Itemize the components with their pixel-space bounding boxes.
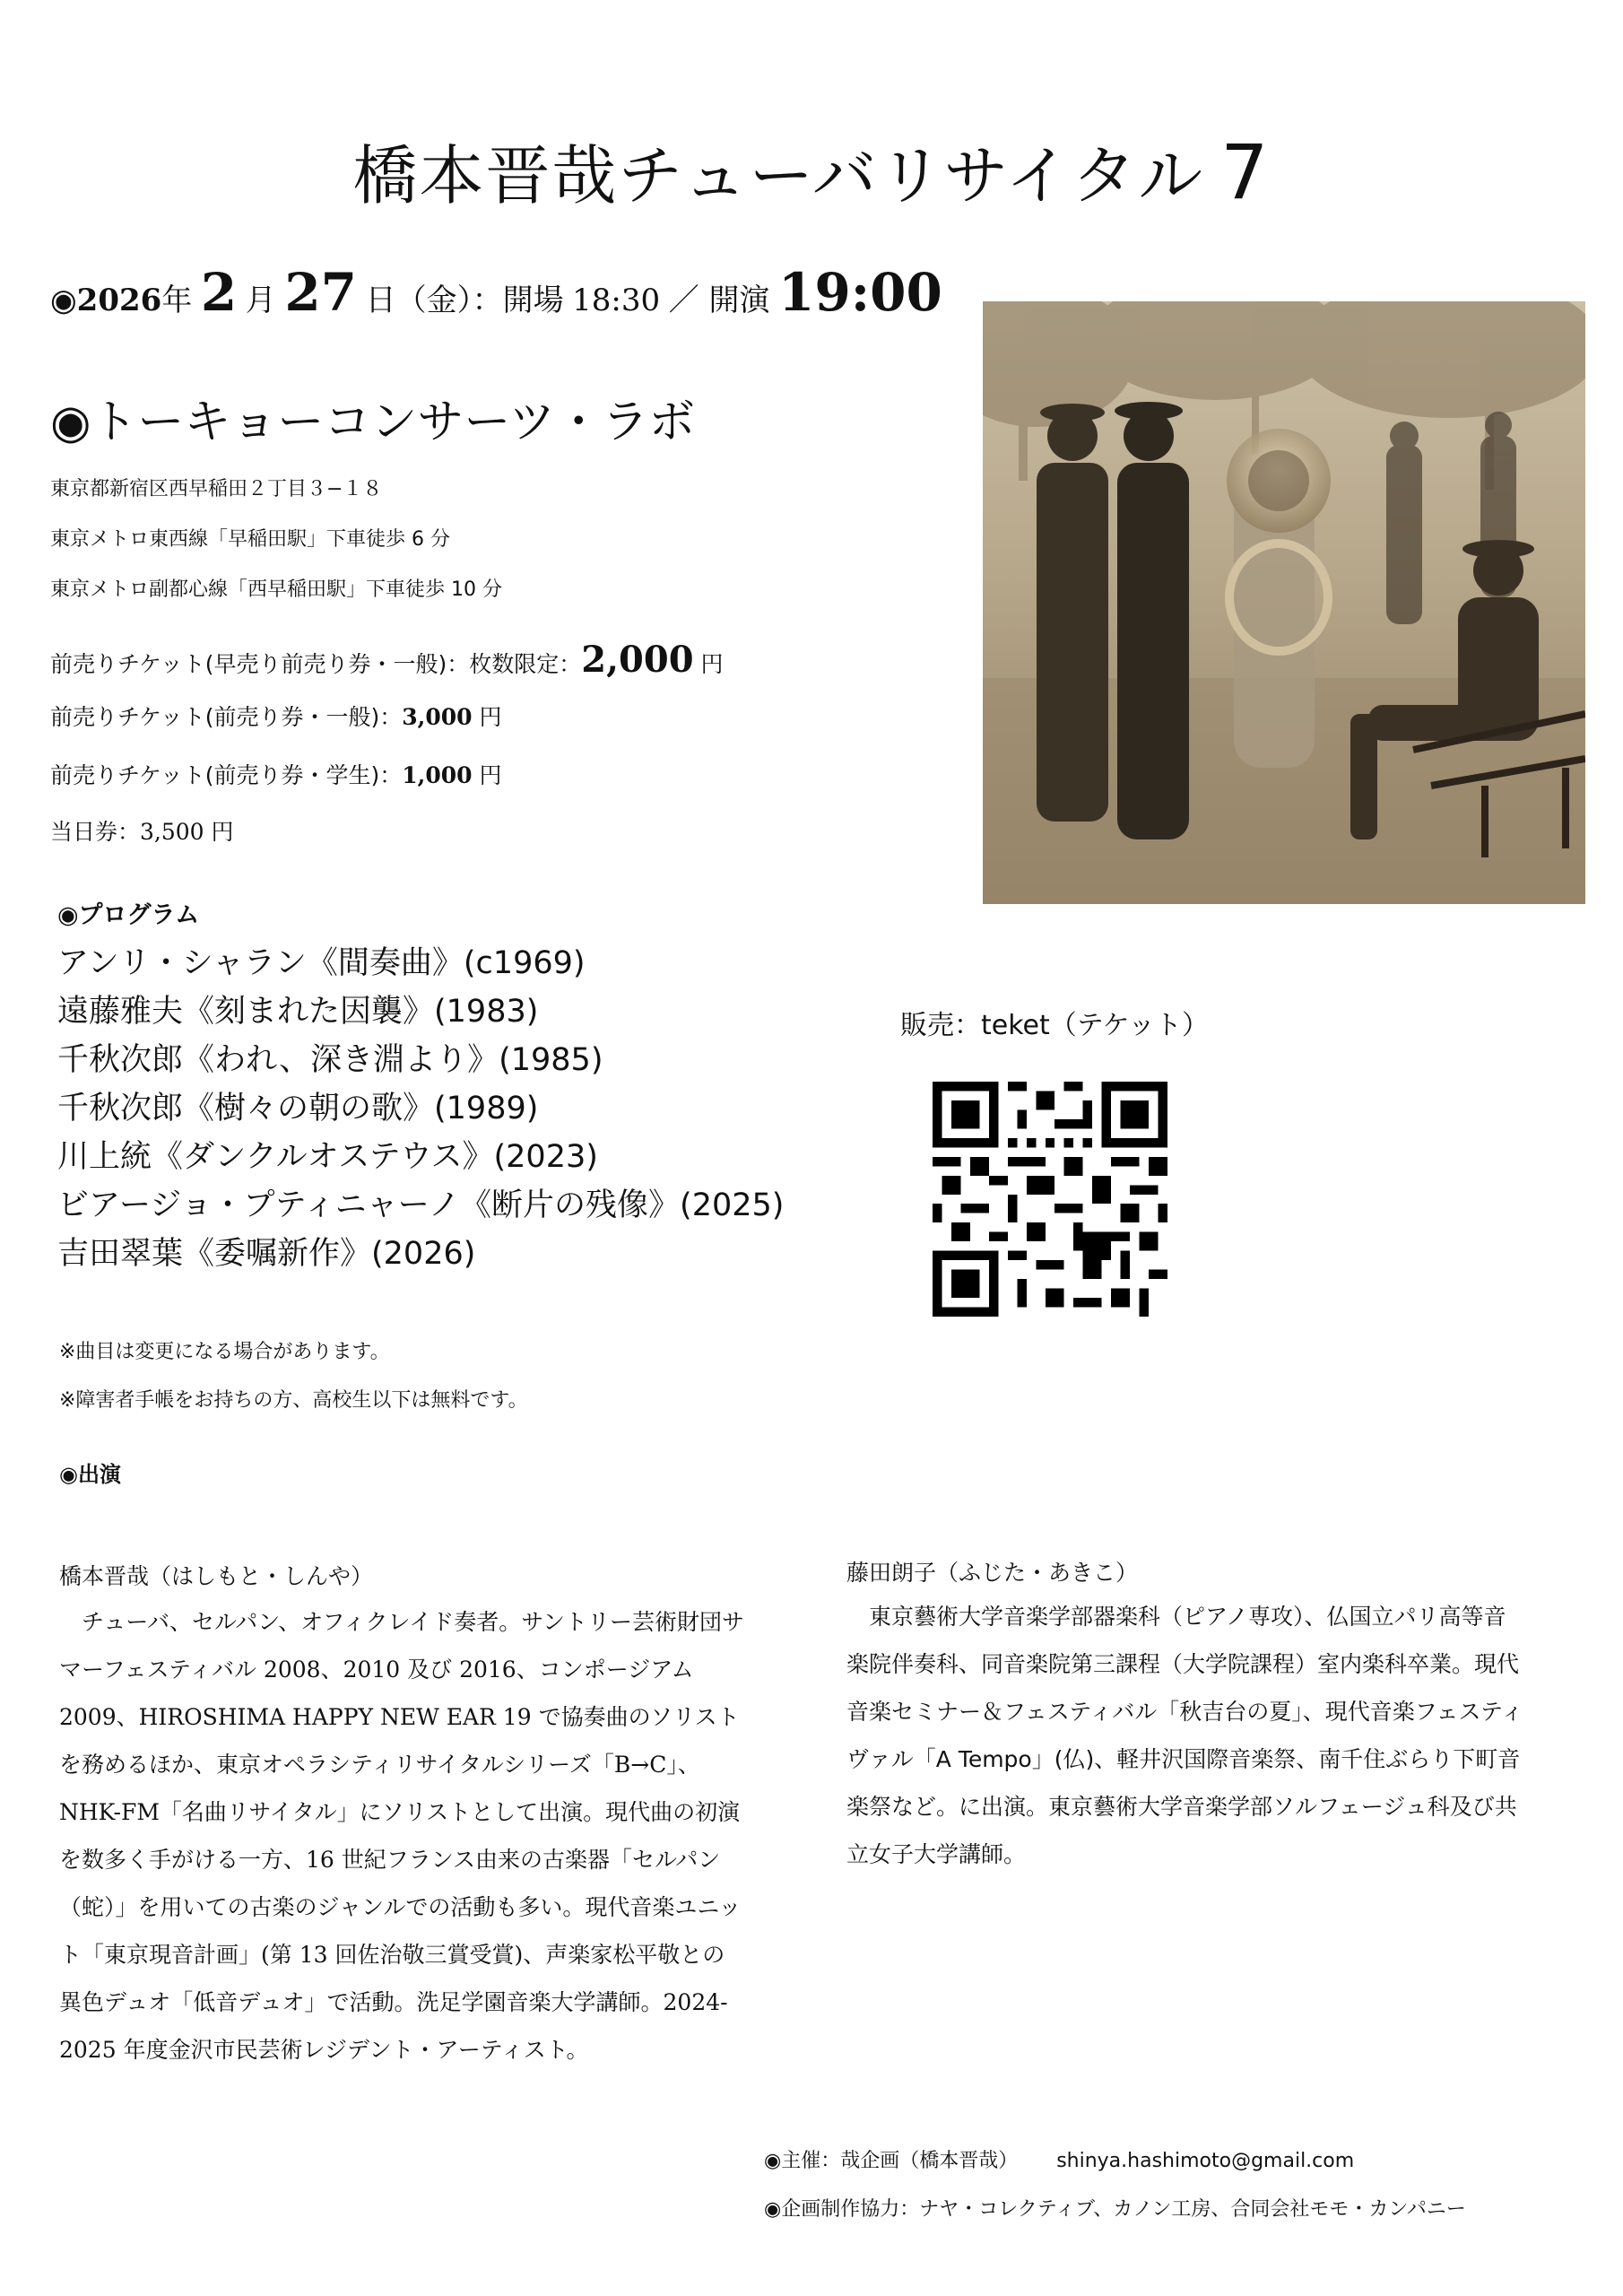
ticket-row — [50, 639, 724, 681]
qr-code[interactable] — [933, 1082, 1167, 1317]
date-marker: ◉ — [50, 283, 77, 318]
ticket-label: 当日券： — [50, 819, 141, 845]
program-item: 川上統《ダンクルオステウス》(2023) — [57, 1139, 598, 1175]
date-month-suffix: 月 — [245, 283, 276, 318]
program-item: 千秋次郎《樹々の朝の歌》(1989) — [57, 1091, 539, 1126]
program-item: ビアージョ・プティニャーノ《断片の残像》(2025) — [57, 1187, 785, 1223]
ticket-price: 2,000 — [581, 639, 694, 681]
qr-code-image — [933, 1082, 1167, 1317]
ticket-row — [50, 758, 502, 790]
title-text: 橋本晋哉チューバリサイタル — [352, 138, 1205, 213]
ticket-unit: 円 — [211, 819, 234, 845]
program-item: 吉田翠葉《委嘱新作》(2026) — [57, 1236, 476, 1272]
ticket-row — [50, 700, 502, 732]
concert-photo — [983, 301, 1585, 904]
note-program-change: ※曲目は変更になる場合があります。 — [59, 1341, 390, 1363]
program-item: アンリ・シャラン《間奏曲》(c1969) — [57, 945, 586, 981]
performer-bio-fujita: 東京藝術大学音楽学部器楽科（ピアノ専攻）、仏国立パリ高等音楽院伴奏科、同音楽院第三課程（大学院課程）室内楽科卒業。現代音楽セミナー＆フェスティバル「秋吉台の夏」、現代音楽フェスティヴァル「A Tempo」(仏)、軽井沢国際音楽祭、南千住ぶらり下町音楽祭など。に出演。東京藝術大学音楽学部ソルフェージュ科及び共立女子大学講師。 — [846, 1604, 1524, 1867]
date-line — [50, 262, 942, 323]
date-day: 27 — [284, 262, 358, 323]
ticket-label: 前売りチケット(前売り券・一般)： — [50, 704, 403, 730]
ticket-unit: 円 — [479, 762, 502, 788]
ticket-unit: 円 — [700, 651, 724, 677]
ticket-price: 3,000 — [402, 704, 473, 730]
venue-access-1: 東京メトロ東西線「早稲田駅」下車徒歩 6 分 — [50, 528, 450, 551]
page-title — [0, 124, 1623, 217]
venue-address: 東京都新宿区西早稲田２丁目３−１８ — [50, 478, 383, 500]
date-year: 2026 — [76, 283, 162, 318]
date-year-suffix: 年 — [161, 283, 193, 318]
organizer-info — [764, 2145, 1354, 2173]
venue-access-2: 東京メトロ副都心線「西早稲田駅」下車徒歩 10 分 — [50, 578, 502, 601]
sales-label: 販売：teket（テケット） — [900, 1010, 1210, 1041]
ticket-label: 前売りチケット(早売り前売り券・一般)：枚数限定： — [50, 651, 582, 677]
performer-name-fujita: 藤田朗子（ふじた・あきこ） — [846, 1560, 1139, 1586]
performer-bio-hashimoto: チューバ、セルパン、オフィクレイド奏者。サントリー芸術財団サマーフェスティバル 2008、2010 及び 2016、コンポージアム 2009、HIROSHIMA HAPPY NEW EAR 19 で協奏曲のソリストを務めるほか、東京オペラシティリサイタルシリーズ「B→C」、NHK-FM「名曲リサイタル」にソリストとして出演。現代曲の初演を数多く手がける一方、16 世紀フランス由来の古楽器「セルパン（蛇）」を用いての古楽のジャンルでの活動も多い。現代音楽ユニット「東京現音計画」(第 13 回佐治敬三賞受賞)、声楽家松平敬との異色デュオ「低音デュオ」で活動。洗足学園音楽大学講師。2024-2025 年度金沢市民芸術レジデント・アーティスト。 — [59, 1609, 745, 2063]
start-time: 19:00 — [778, 262, 942, 323]
title-number: 7 — [1220, 128, 1271, 216]
cooperation-info: ◉企画制作協力：ナヤ・コレクティブ、カノン工房、合同会社モモ・カンパニー — [764, 2198, 1466, 2221]
performer-name-hashimoto: 橋本晋哉（はしもと・しんや） — [59, 1563, 374, 1589]
ticket-row — [50, 814, 234, 847]
organizer-email[interactable]: shinya.hashimoto@gmail.com — [1056, 2150, 1355, 2172]
note-free-admission: ※障害者手帳をお持ちの方、高校生以下は無料です。 — [59, 1389, 528, 1412]
program-item: 遠藤雅夫《刻まれた因襲》(1983) — [57, 994, 539, 1030]
venue-name: ◉トーキョーコンサーツ・ラボ — [50, 396, 696, 449]
date-day-suffix: 日（金）：開場 — [365, 283, 564, 318]
organizer-label: ◉主催：哉企画（橋本晋哉） — [764, 2150, 1019, 2172]
doors-time: 18:30 — [572, 283, 661, 318]
date-month: 2 — [200, 262, 238, 323]
start-separator: ／ 開演 — [668, 283, 770, 318]
vintage-park-image — [983, 301, 1585, 904]
ticket-price: 1,000 — [402, 762, 473, 788]
program-item: 千秋次郎《われ、深き淵より》(1985) — [57, 1042, 603, 1078]
performers-heading: ◉出演 — [59, 1462, 121, 1487]
program-heading: ◉プログラム — [57, 901, 200, 929]
ticket-unit: 円 — [479, 704, 502, 730]
ticket-label: 前売りチケット(前売り券・学生)： — [50, 762, 403, 788]
ticket-price: 3,500 — [140, 819, 204, 845]
